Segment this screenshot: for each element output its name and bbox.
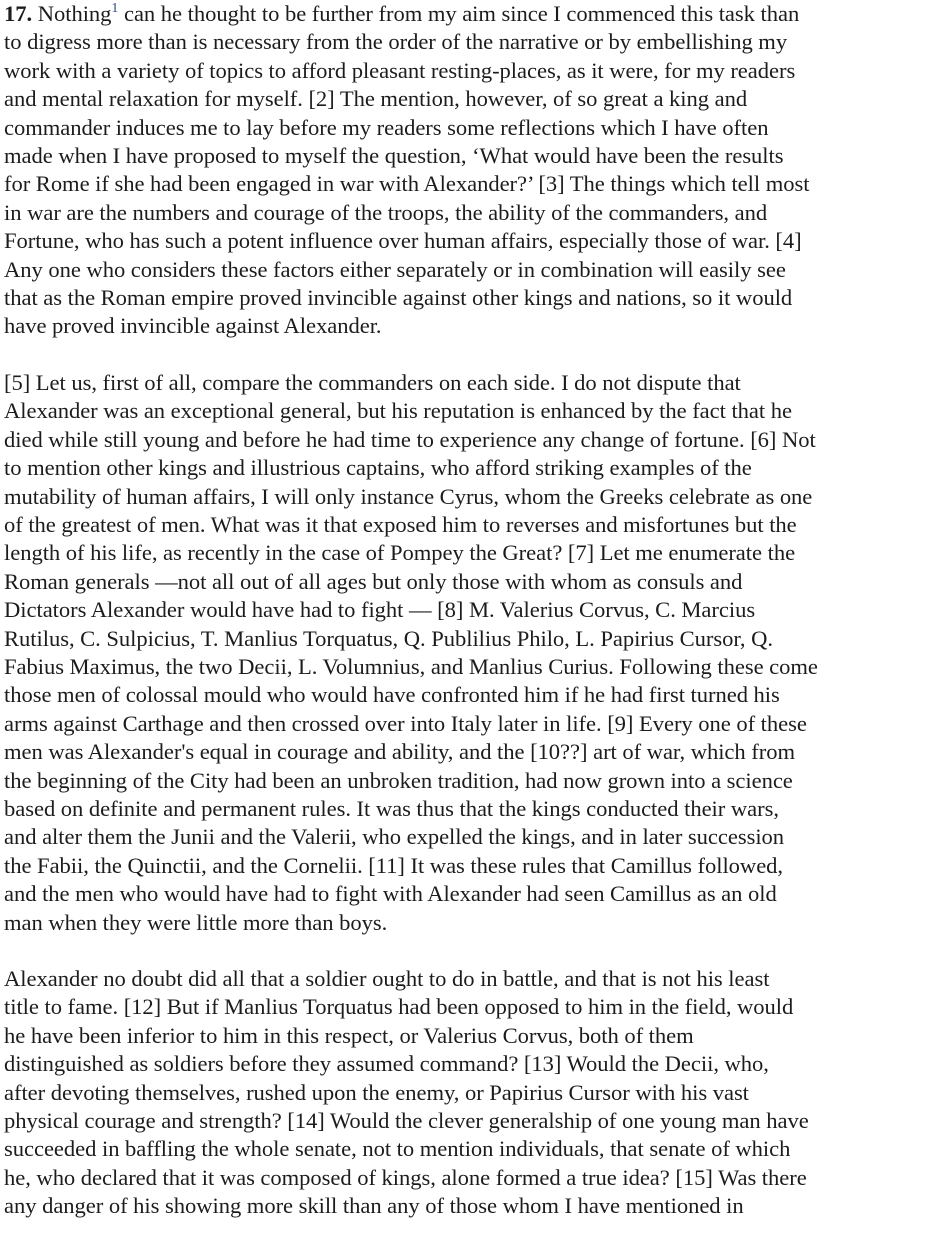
text-line — [4, 0, 943, 28]
text-line: and mental relaxation for myself. [2] The mention, however, of so great a king and — [4, 86, 748, 112]
text-line: Rutilus, C. Sulpicius, T. Manlius Torquatus, Q. Publilius Philo, L. Papirius Cursor, Q. — [4, 625, 773, 651]
text-line: that as the Roman empire proved invincible against other kings and nations, so it would — [4, 285, 793, 311]
text-line: based on definite and permanent rules. It was thus that the kings conducted their wars, — [4, 795, 779, 821]
text-line-content: can he thought to be further from my aim since I commenced this task than — [118, 1, 800, 26]
text-line: for Rome if she had been engaged in war with Alexander?’ [3] The things which tell most — [4, 171, 810, 197]
text-line: length of his life, as recently in the case of Pompey the Great? [7] Let me enumerate the — [4, 540, 796, 566]
text-line: and the men who would have had to fight with Alexander had seen Camillus as an old — [4, 881, 777, 907]
chapter-number: 17. — [4, 1, 33, 26]
text-line: commander induces me to lay before my readers some reflections which I have often — [4, 114, 769, 140]
text-line: after devoting themselves, rushed upon the enemy, or Papirius Cursor with his vast — [4, 1079, 749, 1105]
text-line: man when they were little more than boys. — [4, 909, 388, 935]
text-line: Fortune, who has such a potent influence over human affairs, especially those of war. [4] — [4, 228, 802, 254]
text-line: distinguished as soldiers before they assumed command? [13] Would the Decii, who, — [4, 1051, 769, 1077]
text-line: physical courage and strength? [14] Would the clever generalship of one young man have — [4, 1108, 809, 1134]
text-line: Alexander was an exceptional general, but his reputation is enhanced by the fact that he — [4, 398, 792, 424]
text-line: made when I have proposed to myself the question, ‘What would have been the results — [4, 143, 784, 169]
paragraph-2 — [4, 369, 943, 937]
chapter-first-word: Nothing — [37, 1, 112, 26]
text-line: Fabius Maximus, the two Decii, L. Volumnius, and Manlius Curius. Following these come — [4, 653, 818, 679]
text-line: those men of colossal mould who would have confronted him if he had first turned his — [4, 682, 780, 708]
document-page — [4, 0, 943, 1249]
text-line: Dictators Alexander would have had to fight — [8] M. Valerius Corvus, C. Marcius — [4, 597, 756, 623]
text-line: to digress more than is necessary from the order of the narrative or by embellishing my — [4, 29, 788, 55]
text-line: Any one who considers these factors either separately or in combination will easily see — [4, 256, 786, 282]
text-line: have proved invincible against Alexander. — [4, 313, 382, 339]
text-line: he, who declared that it was composed of kings, alone formed a true idea? [15] Was there — [4, 1164, 807, 1190]
text-line: Alexander no doubt did all that a soldier ought to do in battle, and that is not his least — [4, 966, 770, 991]
text-line: men was Alexander's equal in courage and ability, and the [10??] art of war, which from — [4, 739, 795, 765]
text-line: the Fabii, the Quinctii, and the Cornelii. [11] It was these rules that Camillus followed, — [4, 852, 784, 878]
text-line: of the greatest of men. What was it that exposed him to reverses and misfortunes but the — [4, 511, 797, 537]
text-line: title to fame. [12] But if Manlius Torquatus had been opposed to him in the field, would — [4, 994, 794, 1020]
text-line: he have been inferior to him in this respect, or Valerius Corvus, both of them — [4, 1022, 694, 1048]
text-line: [5] Let us, first of all, compare the commanders on each side. I do not dispute that — [4, 369, 741, 395]
text-line: the beginning of the City had been an unbroken tradition, had now grown into a science — [4, 767, 793, 793]
text-line: arms against Carthage and then crossed over into Italy later in life. [9] Every one of these — [4, 710, 807, 736]
text-line: work with a variety of topics to afford pleasant resting-places, as it were, for my readers — [4, 57, 796, 83]
text-line: in war are the numbers and courage of the troops, the ability of the commanders, and — [4, 199, 768, 225]
text-line: died while still young and before he had time to experience any change of fortune. [6] Not — [4, 426, 816, 452]
text-line: Roman generals —not all out of all ages but only those with whom as consuls and — [4, 568, 743, 594]
footnote-link[interactable]: 1 — [111, 1, 119, 16]
text-line: to mention other kings and illustrious captains, who afford striking examples of the — [4, 455, 752, 481]
paragraph-1 — [4, 0, 943, 341]
text-line: any danger of his showing more skill than any of those whom I have mentioned in — [4, 1193, 744, 1219]
text-line: mutability of human affairs, I will only instance Cyrus, whom the Greeks celebrate as one — [4, 483, 813, 509]
paragraph-3 — [4, 965, 943, 1221]
text-line: succeeded in baffling the whole senate, not to mention individuals, that senate of which — [4, 1136, 791, 1162]
text-line: and alter them the Junii and the Valerii, who expelled the kings, and in later succession — [4, 824, 785, 850]
